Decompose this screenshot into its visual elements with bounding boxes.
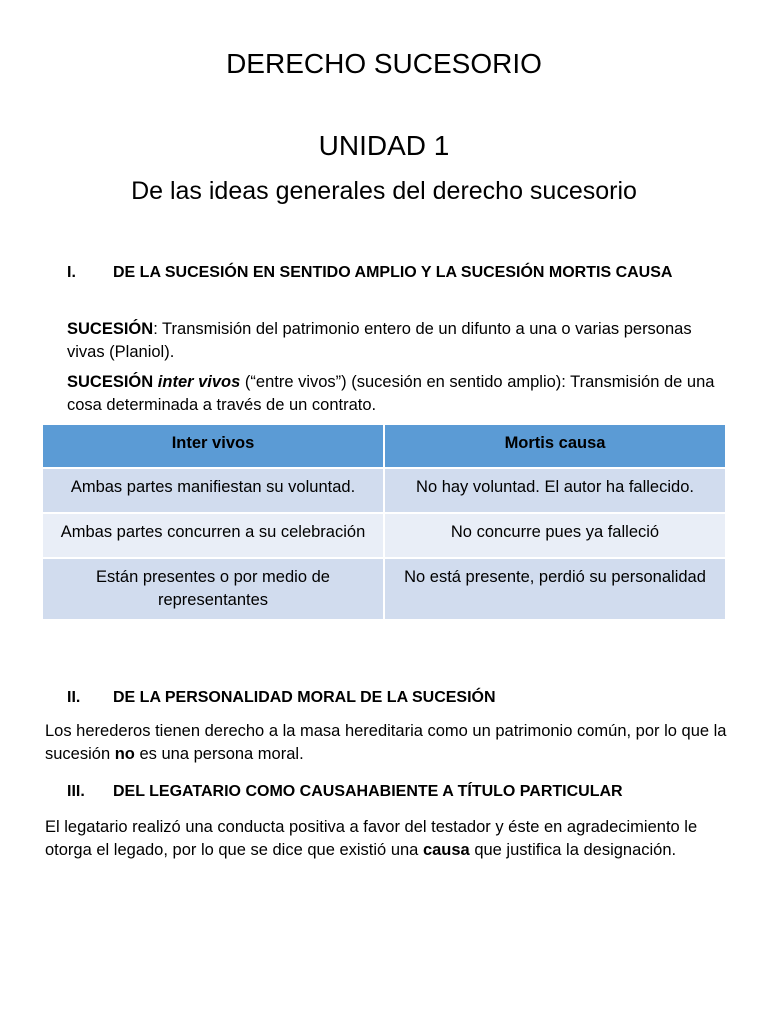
paragraph-text: : Transmisión del patrimonio entero de un difunto a una o varias personas vivas (Planiol). bbox=[67, 320, 692, 361]
section-number: III. bbox=[67, 783, 85, 800]
table-cell: No concurre pues ya falleció bbox=[384, 513, 726, 558]
table-row bbox=[42, 558, 726, 620]
comparison-table bbox=[41, 423, 727, 621]
paragraph-text: (“entre vivos”) (sucesión en sentido amplio): Transmisión de una cosa determinada a través de un contrato. bbox=[67, 373, 715, 414]
section-number: I. bbox=[67, 264, 76, 281]
section-heading-text: DE LA PERSONALIDAD MORAL DE LA SUCESIÓN bbox=[113, 689, 496, 706]
paragraph-inter-vivos-definition bbox=[67, 371, 717, 417]
bold-term: causa bbox=[422, 841, 470, 859]
bold-term: SUCESIÓN bbox=[67, 373, 158, 391]
paragraph-text: El legatario realizó una conducta positiva a favor del testador y éste en agradecimiento le otorga el legado, por lo que se dice que existió una bbox=[45, 818, 698, 859]
paragraph-text: Los herederos tienen derecho a la masa hereditaria como un patrimonio común, por lo que la sucesión bbox=[45, 722, 727, 763]
paragraph-sucesion-definition bbox=[67, 318, 707, 364]
table-header-cell: Inter vivos bbox=[42, 424, 384, 468]
bold-term: SUCESIÓN bbox=[67, 320, 154, 338]
table-header-cell: Mortis causa bbox=[384, 424, 726, 468]
section-heading-text: DEL LEGATARIO COMO CAUSAHABIENTE A TÍTULO PARTICULAR bbox=[113, 783, 623, 800]
unit-title: UNIDAD 1 bbox=[318, 130, 450, 161]
table-cell: No hay voluntad. El autor ha fallecido. bbox=[384, 468, 726, 513]
table-cell: Ambas partes concurren a su celebración bbox=[42, 513, 384, 558]
table-row bbox=[42, 468, 726, 513]
section-heading-1 bbox=[67, 260, 687, 312]
unit-subtitle: De las ideas generales del derecho sucesorio bbox=[131, 177, 637, 205]
table-cell: No está presente, perdió su personalidad bbox=[384, 558, 726, 620]
section-heading-2 bbox=[67, 685, 687, 710]
paragraph-legatario bbox=[45, 816, 735, 862]
paragraph-text: que justifica la designación. bbox=[469, 841, 677, 859]
section-heading-text: DE LA SUCESIÓN EN SENTIDO AMPLIO Y LA SUCESIÓN MORTIS CAUSA bbox=[113, 264, 673, 281]
section-heading-3 bbox=[67, 779, 707, 804]
table-cell: Ambas partes manifiestan su voluntad. bbox=[42, 468, 384, 513]
table-cell: Están presentes o por medio de representantes bbox=[42, 558, 384, 620]
document-title: DERECHO SUCESORIO bbox=[226, 48, 542, 79]
table-header-row bbox=[42, 424, 726, 468]
paragraph-text: es una persona moral. bbox=[134, 745, 304, 763]
section-number: II. bbox=[67, 689, 81, 706]
bold-term: no bbox=[114, 745, 135, 763]
bold-italic-term: inter vivos bbox=[157, 373, 241, 391]
paragraph-personalidad-moral bbox=[45, 720, 735, 766]
table-row bbox=[42, 513, 726, 558]
